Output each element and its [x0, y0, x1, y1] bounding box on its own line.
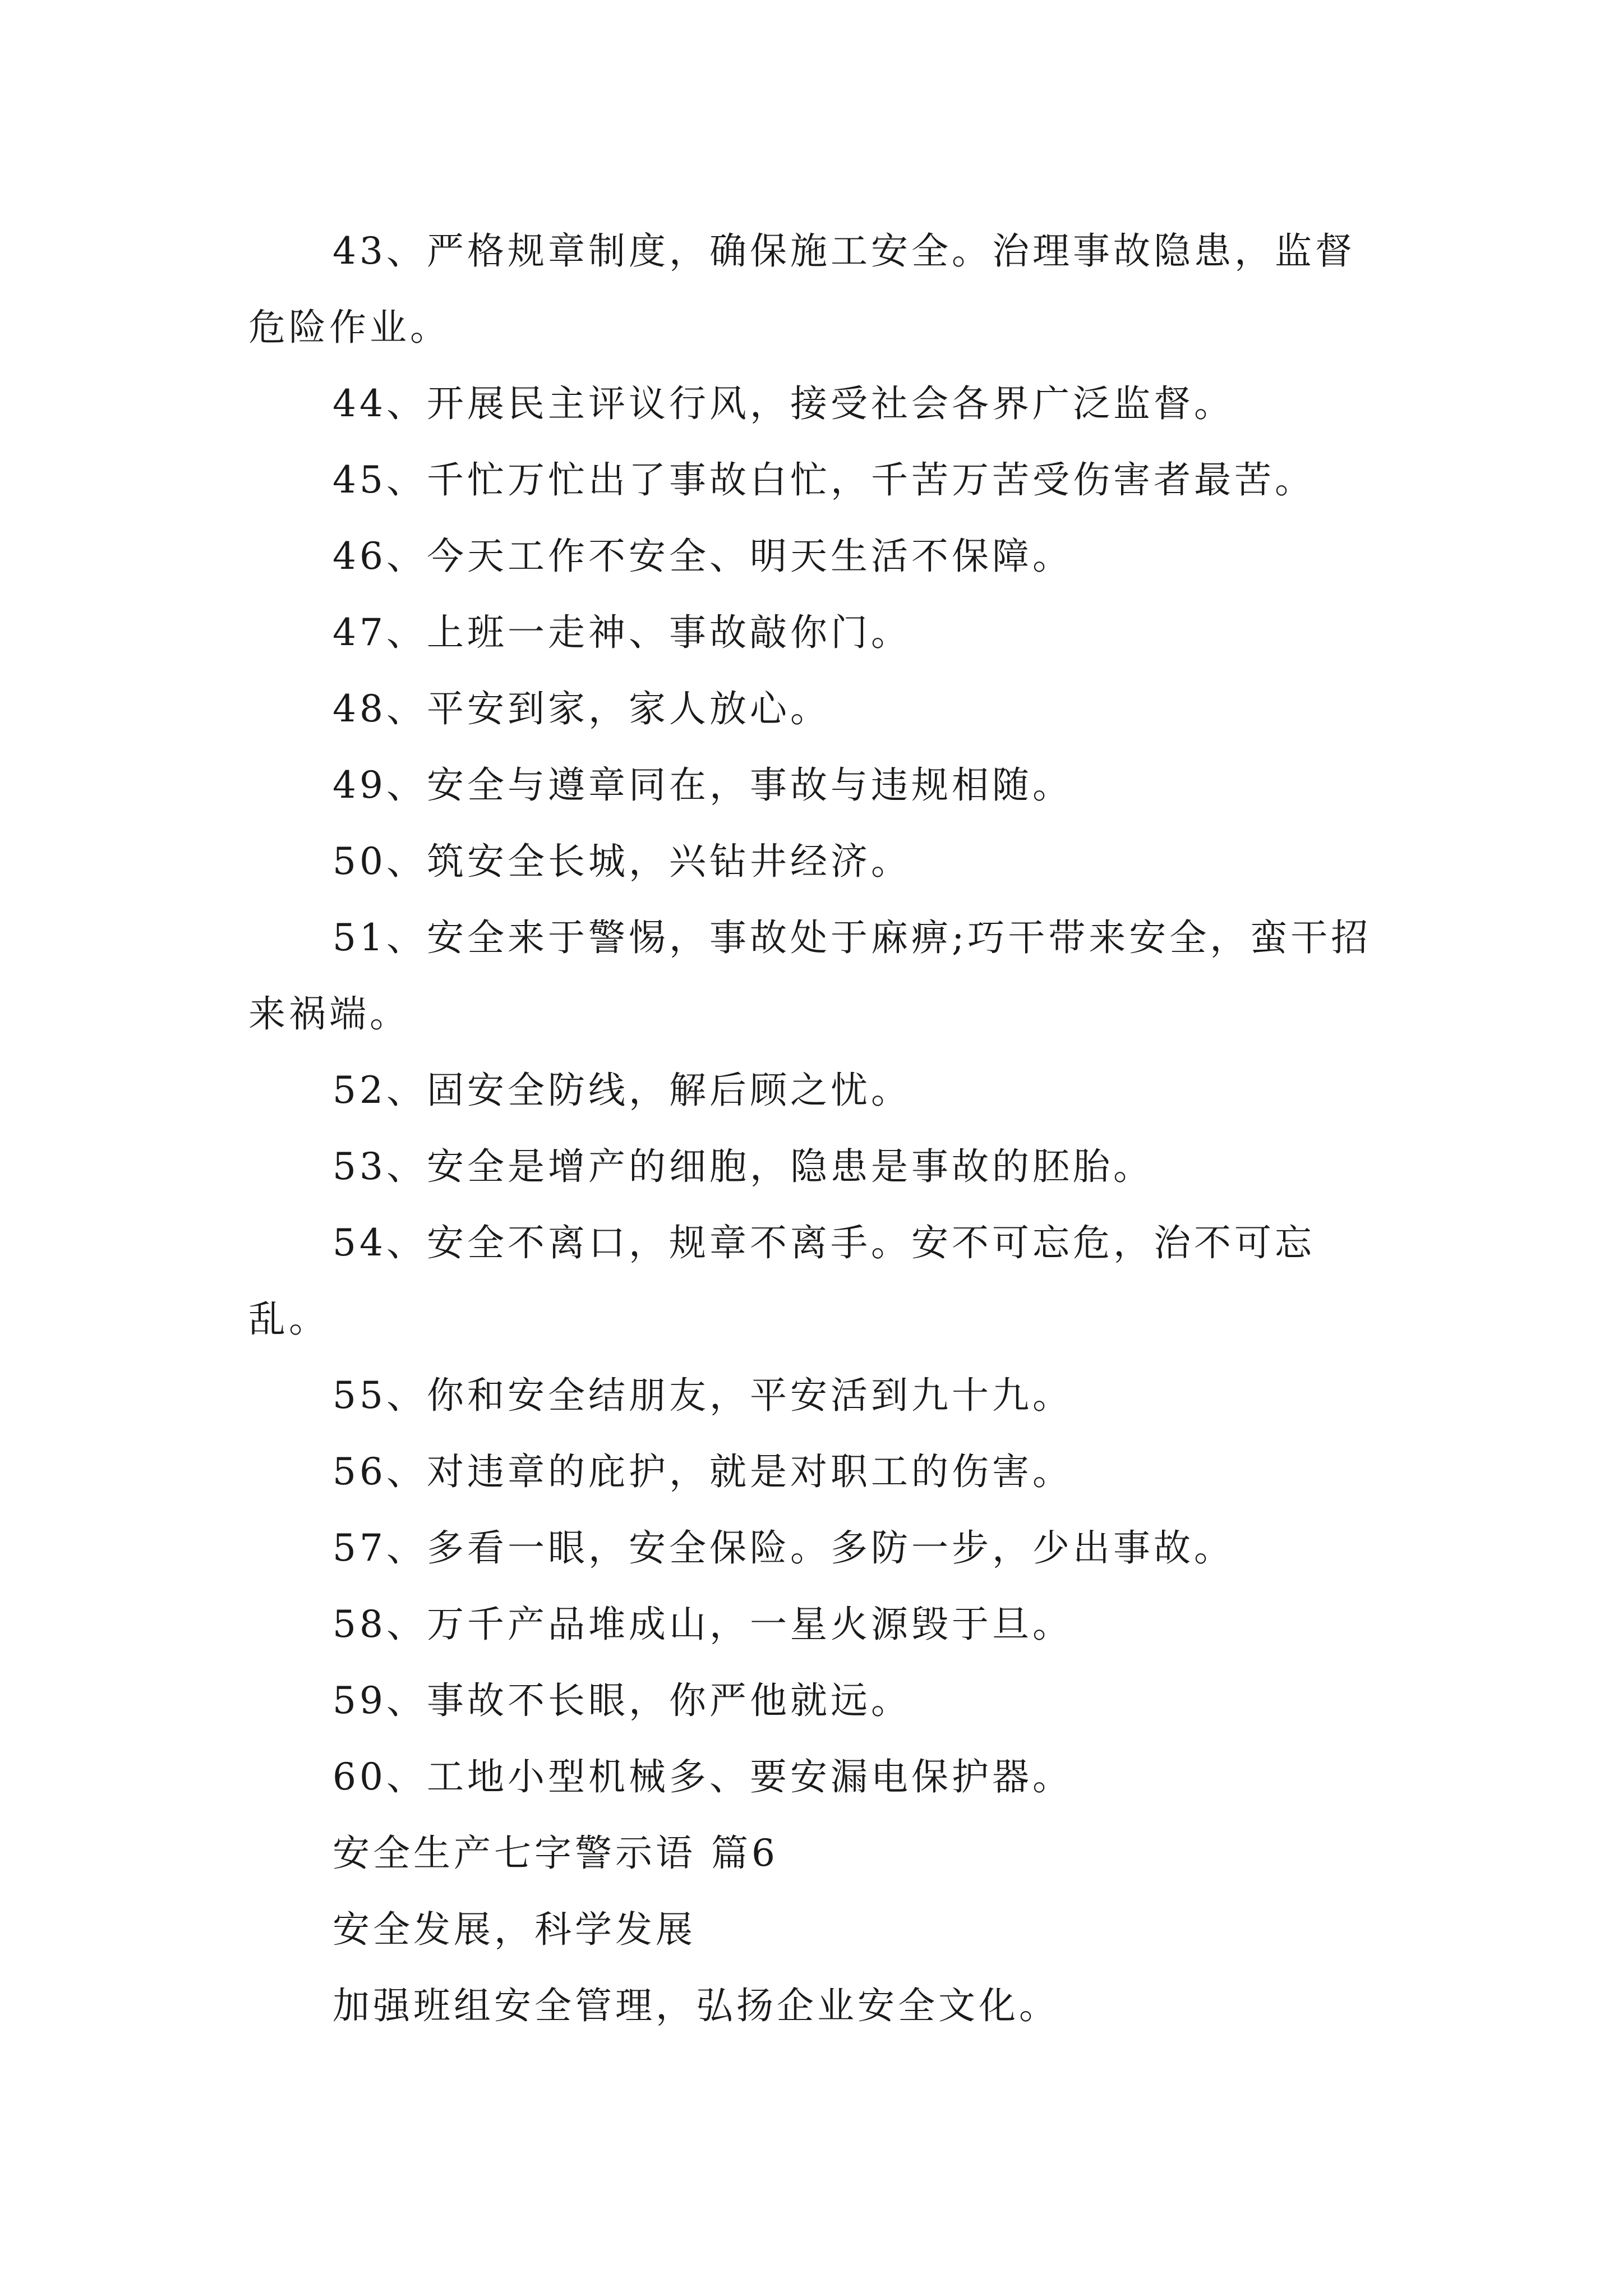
slogan-57: 57、多看一眼，安全保险。多防一步，少出事故。 [333, 1526, 1234, 1570]
slogan-44: 44、开展民主评议行风，接受社会各界广泛监督。 [333, 382, 1234, 425]
slogan-58: 58、万千产品堆成山，一星火源毁于旦。 [333, 1603, 1073, 1646]
slogan-55: 55、你和安全结朋友，平安活到九十九。 [333, 1374, 1073, 1417]
slogan-46: 46、今天工作不安全、明天生活不保障。 [333, 535, 1073, 578]
slogan-52: 52、固安全防线，解后顾之忧。 [333, 1069, 911, 1112]
slogan-56: 56、对违章的庇护，就是对职工的伤害。 [333, 1450, 1073, 1493]
slogan-50: 50、筑安全长城，兴钻井经济。 [333, 840, 911, 883]
section-item-1: 安全发展，科学发展 [333, 1908, 696, 1951]
section-title: 安全生产七字警示语 篇6 [333, 1832, 778, 1875]
slogan-59: 59、事故不长眼，你严他就远。 [333, 1679, 911, 1722]
slogan-53: 53、安全是增产的细胞，隐患是事故的胚胎。 [333, 1145, 1154, 1188]
slogan-60: 60、工地小型机械多、要安漏电保护器。 [333, 1755, 1073, 1798]
slogan-48: 48、平安到家，家人放心。 [333, 687, 831, 730]
slogan-51: 51、安全来于警惕，事故处于麻痹;巧干带来安全，蛮干招来祸端。 [248, 916, 1372, 1036]
section-item-2: 加强班组安全管理，弘扬企业安全文化。 [333, 1984, 1059, 2027]
slogan-43: 43、严格规章制度，确保施工安全。治理事故隐患，监督危险作业。 [248, 229, 1355, 349]
slogan-54: 54、安全不离口，规章不离手。安不可忘危，治不可忘乱。 [248, 1221, 1315, 1341]
slogan-49: 49、安全与遵章同在，事故与违规相随。 [333, 763, 1073, 807]
document-body [248, 213, 1393, 2044]
slogan-47: 47、上班一走神、事故敲你门。 [333, 611, 911, 654]
slogan-45: 45、千忙万忙出了事故白忙，千苦万苦受伤害者最苦。 [333, 458, 1315, 501]
